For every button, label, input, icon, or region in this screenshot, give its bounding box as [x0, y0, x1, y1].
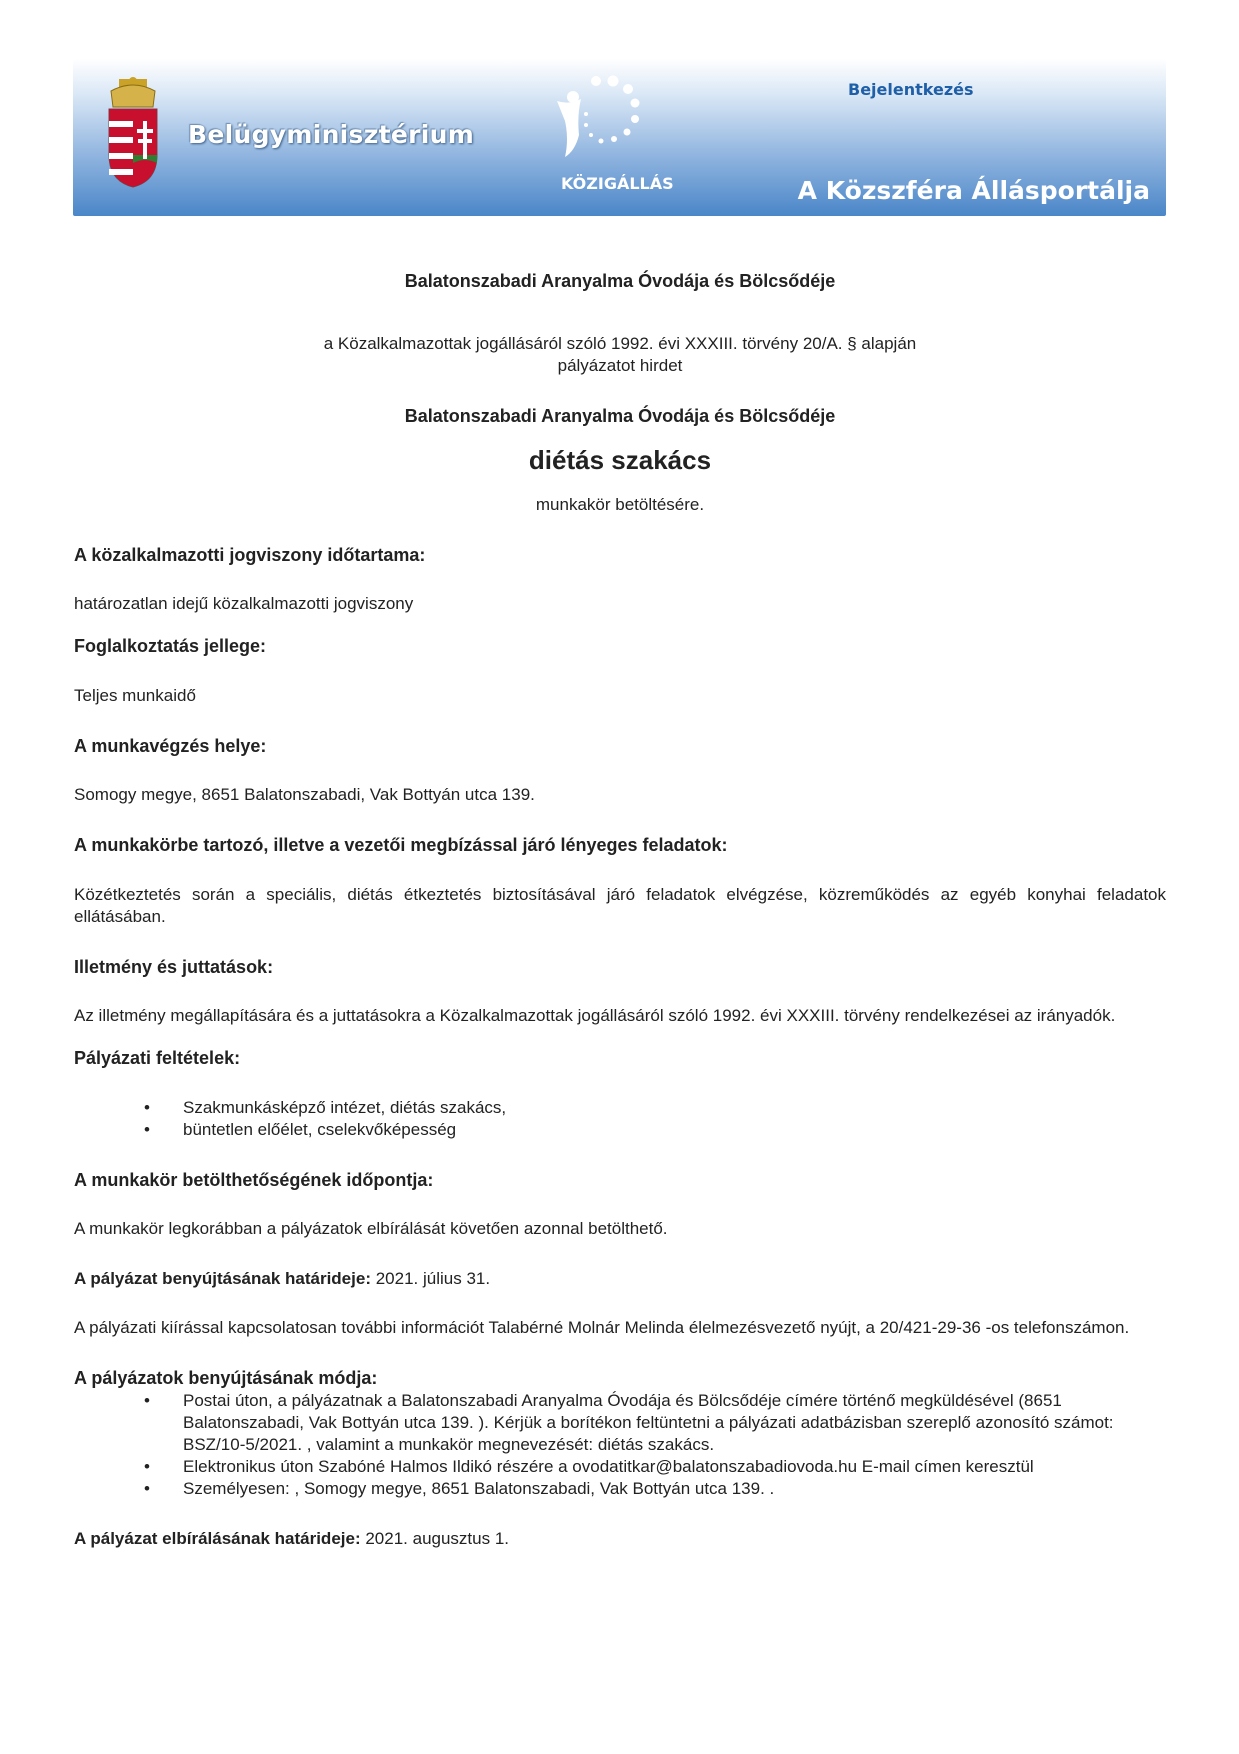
requirements-list — [74, 1097, 1166, 1141]
info-text: A pályázati kiírással kapcsolatosan további információt Talabérné Molnár Melinda élelmezésvezető nyújt, a 20/421-29-36 -os telefonszámon. — [74, 1317, 1130, 1337]
coat-of-arms-icon — [105, 77, 161, 189]
evaluation-line — [74, 1528, 1166, 1550]
employer-name: Balatonszabadi Aranyalma Óvodája és Bölcsődéje — [404, 271, 836, 291]
ministry-name: Belügyminisztérium — [188, 120, 475, 149]
employment-heading: Foglalkoztatás jellege: — [74, 636, 267, 657]
salary-text: Az illetmény megállapítására és a juttatásokra a Közalkalmazottak jogállásáról szóló 1992. évi XXXIII. törvény rendelkezései az irányadók. — [74, 1006, 1116, 1026]
announcement-line: pályázatot hirdet — [557, 356, 683, 376]
position-title: diétás szakács — [528, 444, 712, 475]
tasks-text: Közétkeztetés során a speciális, diétás étkeztetés biztosításával járó feladatok elvégzése, közreműködés az egyéb konyhai feladatok ellátásában. — [74, 884, 1166, 926]
start-text: A munkakör legkorábban a pályázatok elbírálását követően azonnal betölthető. — [74, 1219, 668, 1239]
kozigallas-logo-icon — [551, 75, 661, 165]
submission-heading: A pályázatok benyújtásának módja: — [74, 1367, 378, 1388]
start-heading: A munkakör betölthetőségének időpontja: — [74, 1169, 434, 1190]
submission-list — [74, 1390, 1166, 1500]
employment-text: Teljes munkaidő — [74, 685, 196, 705]
duration-heading: A közalkalmazotti jogviszony időtartama: — [74, 544, 426, 565]
evaluation-value: 2021. augusztus 1. — [365, 1529, 510, 1549]
portal-title: A Közszféra Állásportálja — [797, 176, 1150, 205]
employer-name-2: Balatonszabadi Aranyalma Óvodája és Bölcsődéje — [404, 405, 836, 426]
login-link[interactable]: Bejelentkezés — [848, 80, 974, 99]
legal-basis: a Közalkalmazottak jogállásáról szóló 1992. évi XXXIII. törvény 20/A. § alapján — [323, 334, 917, 354]
list-item: • Szakmunkásképző intézet, diétás szakács, — [74, 1097, 1166, 1119]
deadline-label: A pályázat benyújtásának határideje: — [74, 1269, 371, 1289]
list-item: • Személyesen: , Somogy megye, 8651 Balatonszabadi, Vak Bottyán utca 139. . — [74, 1478, 1166, 1500]
deadline-value: 2021. július 31. — [375, 1269, 491, 1289]
list-item: • büntetlen előélet, cselekvőképesség — [74, 1119, 1166, 1141]
kozigallas-label: KÖZIGÁLLÁS — [561, 174, 674, 193]
salary-heading: Illetmény és juttatások: — [74, 956, 274, 977]
job-posting — [74, 270, 1166, 1551]
header-banner — [73, 59, 1166, 216]
deadline-line — [74, 1268, 1166, 1290]
position-suffix: munkakör betöltésére. — [535, 494, 705, 514]
location-text: Somogy megye, 8651 Balatonszabadi, Vak Bottyán utca 139. — [74, 785, 535, 805]
requirements-heading: Pályázati feltételek: — [74, 1048, 241, 1069]
location-heading: A munkavégzés helye: — [74, 735, 267, 756]
duration-text: határozatlan idejű közalkalmazotti jogviszony — [74, 594, 414, 614]
evaluation-label: A pályázat elbírálásának határideje: — [74, 1529, 361, 1549]
tasks-heading: A munkakörbe tartozó, illetve a vezetői megbízással járó lényeges feladatok: — [74, 835, 728, 856]
list-item: • Elektronikus úton Szabóné Halmos Ildikó részére a ovodatitkar@balatonszabadiovoda.hu E-mail címen keresztül — [74, 1456, 1166, 1478]
list-item: • Postai úton, a pályázatnak a Balatonszabadi Aranyalma Óvodája és Bölcsődéje címére történő megküldésével (8651 Balatonszabadi, Vak Bottyán utca 139. ). Kérjük a borítékon feltüntetni a pályázati adatbázisban szereplő azonosító számot: BSZ/10-5/2021. , valamint a munkakör megnevezését: diétás szakács. — [74, 1390, 1166, 1456]
